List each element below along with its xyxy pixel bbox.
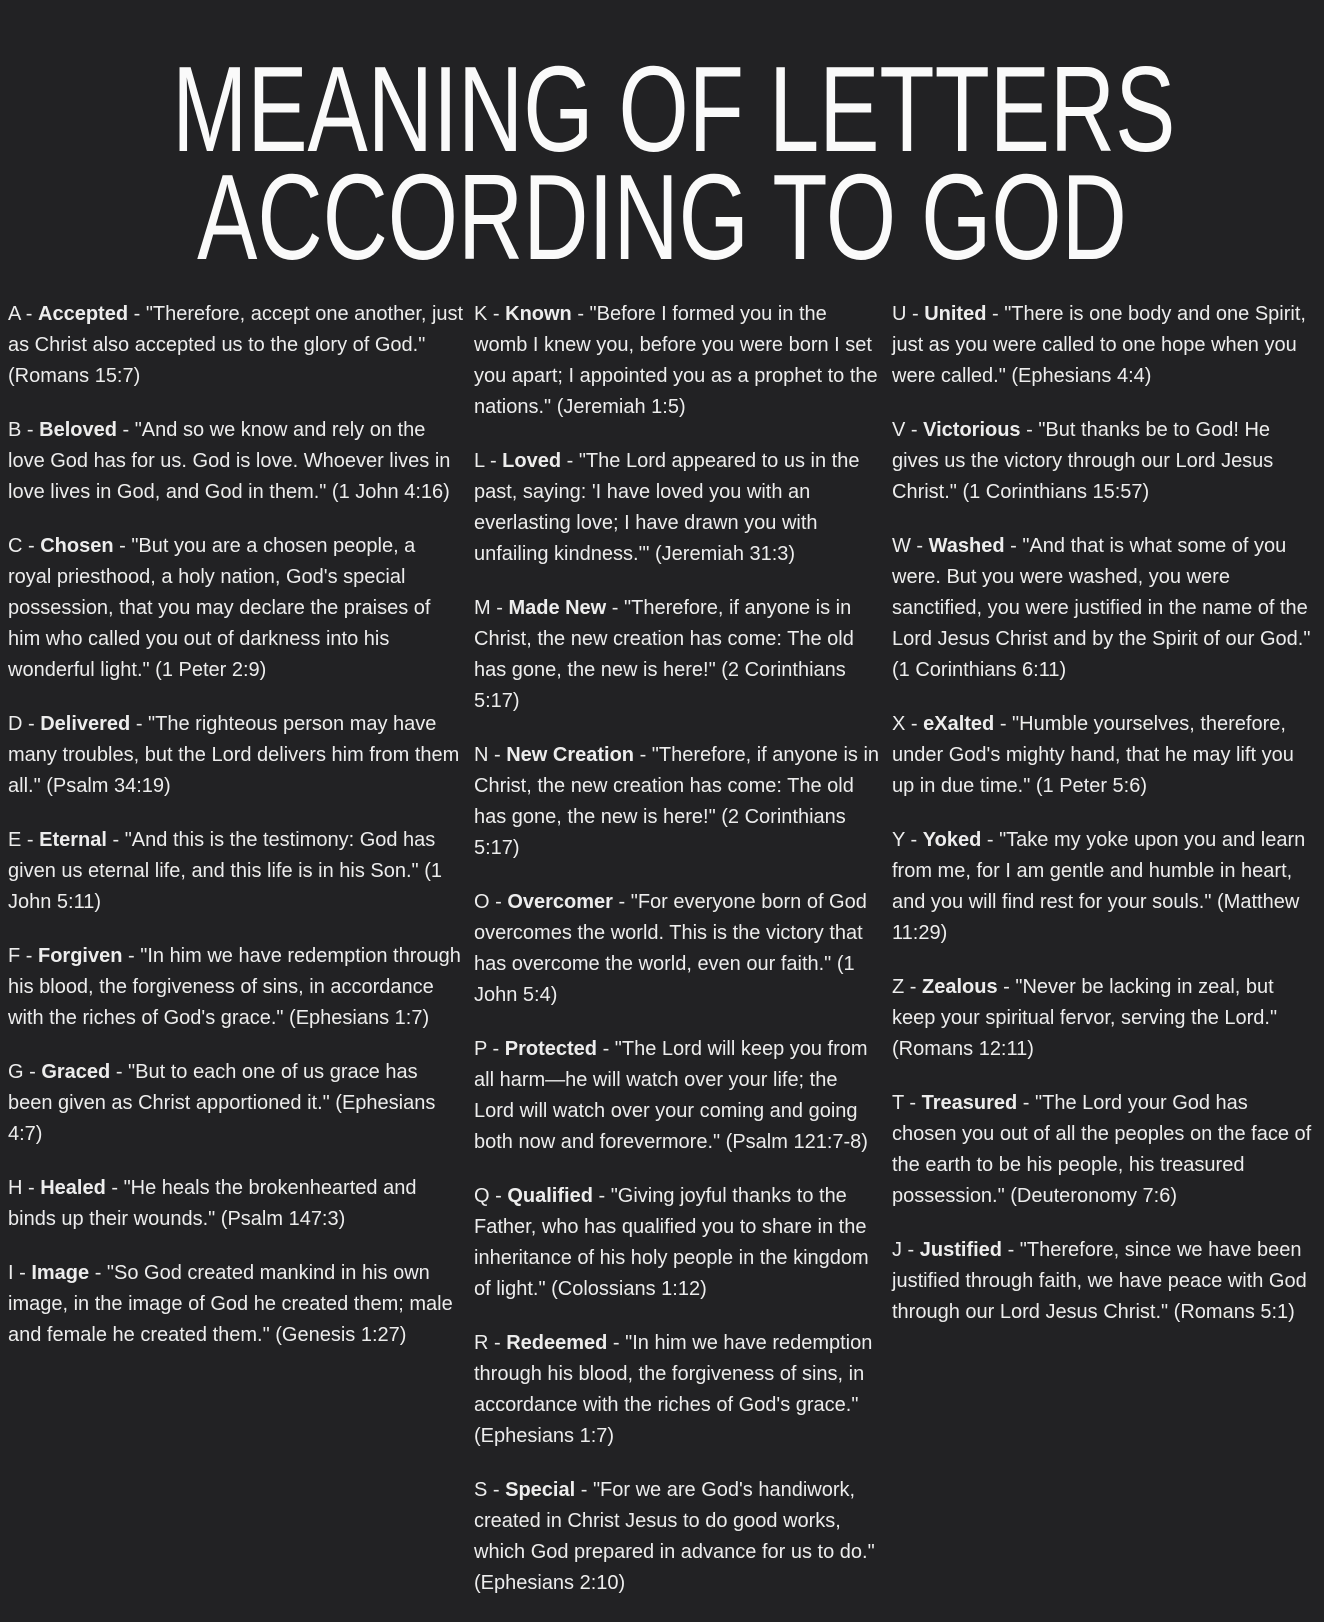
entry-y [892,825,1316,949]
entry-letter: O - [474,891,508,913]
page-title [172,41,1176,285]
entry-letter: V - [892,419,924,441]
entry-word: Delivered [40,713,131,735]
entry-word: Made New [508,597,607,619]
entry-h [8,1173,464,1235]
entry-x [892,709,1316,802]
entry-text: - "The righteous person may have many troubles, but the Lord delivers him from them all." (Psalm 34:19) [8,713,460,797]
entry-u [892,299,1316,392]
entry-word: Zealous [922,976,998,998]
letters-grid [0,299,1324,1622]
entry-text: - "In him we have redemption through his blood, the forgiveness of sins, in accordance with the riches of God's grace." (Ephesians 1:7) [474,1332,873,1447]
entry-word: Treasured [921,1092,1018,1114]
entry-word: Yoked [922,829,982,851]
entry-c [8,531,464,686]
entry-text: - "But thanks be to God! He gives us the victory through our Lord Jesus Christ." (1 Corinthians 15:57) [892,419,1274,503]
entry-text: - "Never be lacking in zeal, but keep your spiritual fervor, serving the Lord." (Romans 12:11) [892,976,1278,1060]
entry-text: - "And this is the testimony: God has given us eternal life, and this life is in his Son." (1 John 5:11) [8,829,442,913]
column-1 [8,299,464,1622]
entry-text: - "Therefore, if anyone is in Christ, the new creation has come: The old has gone, the new is here!" (2 Corinthians 5:17) [474,744,880,859]
entry-text: - "But you are a chosen people, a royal priesthood, a holy nation, God's special possession, that you may declare the praises of him who called you out of darkness into his wonderful light." (1 Peter 2:9) [8,535,431,681]
entry-letter: R - [474,1332,507,1354]
entry-word: Redeemed [506,1332,608,1354]
entry-letter: W - [892,535,929,557]
entry-letter: X - [892,713,924,735]
entry-text: - "So God created mankind in his own image, in the image of God he created them; male and female he created them." (Genesis 1:27) [8,1262,453,1346]
title-line-2: ACCORDING TO GOD [197,149,1127,285]
entry-i [8,1258,464,1351]
entry-letter: B - [8,419,40,441]
entry-letter: D - [8,713,41,735]
entry-letter: U - [892,303,925,325]
entry-text: - "The Lord will keep you from all harm—he will watch over your life; the Lord will watch over your coming and going both now and forevermore." (Psalm 121:7-8) [474,1038,868,1153]
entry-text: - "For everyone born of God overcomes the world. This is the victory that has overcome the world, even our faith." (1 John 5:4) [474,891,867,1006]
entry-text: - "He heals the brokenhearted and binds up their wounds." (Psalm 147:3) [8,1177,417,1230]
entry-letter: M - [474,597,509,619]
entry-text: - "Therefore, accept one another, just as Christ also accepted us to the glory of God." (Romans 15:7) [8,303,464,387]
entry-w [892,531,1316,686]
entry-b [8,415,464,508]
entry-letter: Q - [474,1185,508,1207]
entry-text: - "Therefore, since we have been justified through faith, we have peace with God through our Lord Jesus Christ." (Romans 5:1) [892,1239,1307,1323]
entry-letter: F - [8,945,38,967]
entry-text: - "Before I formed you in the womb I knew you, before you were born I set you apart; I appointed you as a prophet to the nations." (Jeremiah 1:5) [474,303,878,418]
entry-letter: A - [8,303,39,325]
entry-word: Beloved [39,419,117,441]
entry-letter: I - [8,1262,32,1284]
entry-k [474,299,882,423]
entry-word: Forgiven [38,945,123,967]
entry-word: Victorious [923,419,1021,441]
entry-text: - "In him we have redemption through his blood, the forgiveness of sins, in accordance with the riches of God's grace." (Ephesians 1:7) [8,945,461,1029]
entry-text: - "Giving joyful thanks to the Father, who has qualified you to share in the inheritance of his holy people in the kingdom of light." (Colossians 1:12) [474,1185,869,1300]
entry-word: Protected [504,1038,598,1060]
entry-letter: H - [8,1177,41,1199]
entry-word: Accepted [38,303,129,325]
entry-text: - "Humble yourselves, therefore, under God's mighty hand, that he may lift you up in due time." (1 Peter 5:6) [892,713,1294,797]
entry-word: Justified [919,1239,1003,1261]
entry-q [474,1181,882,1305]
title-line-1: MEANING OF LETTERS [172,41,1176,177]
entry-t [892,1088,1316,1212]
column-2 [474,299,882,1622]
column-3 [892,299,1316,1622]
entry-text: - "Therefore, if anyone is in Christ, the new creation has come: The old has gone, the new is here!" (2 Corinthians 5:17) [474,597,854,712]
entry-a [8,299,464,392]
entry-word: Qualified [507,1185,593,1207]
entry-text: - "And so we know and rely on the love God has for us. God is love. Whoever lives in love lives in God, and God in them." (1 John 4:16) [8,419,451,503]
entry-word: United [924,303,987,325]
entry-v [892,415,1316,508]
entry-d [8,709,464,802]
entry-word: Image [31,1262,90,1284]
entry-letter: L - [474,450,503,472]
entry-word: eXalted [923,713,995,735]
entry-word: Graced [41,1061,111,1083]
entry-letter: T - [892,1092,922,1114]
entry-text: - "For we are God's handiwork, created in Christ Jesus to do good works, which God prepared in advance for us to do." (Ephesians 2:10) [474,1479,875,1594]
entry-letter: N - [474,744,507,766]
entry-word: Eternal [39,829,107,851]
entry-s [474,1475,882,1599]
entry-l [474,446,882,570]
entry-text: - "The Lord your God has chosen you out of all the peoples on the face of the earth to be his people, his treasured possession." (Deuteronomy 7:6) [892,1092,1312,1207]
entry-letter: G - [8,1061,42,1083]
entry-j [892,1235,1316,1328]
entry-letter: K - [474,303,506,325]
entry-letter: S - [474,1479,506,1501]
entry-letter: Y - [892,829,923,851]
entry-text: - "There is one body and one Spirit, just as you were called to one hope when you were called." (Ephesians 4:4) [892,303,1306,387]
entry-word: Known [505,303,572,325]
entry-letter: E - [8,829,40,851]
entry-o [474,887,882,1011]
entry-g [8,1057,464,1150]
entry-text: - "And that is what some of you were. But you were washed, you were sanctified, you were justified in the name of the Lord Jesus Christ and by the Spirit of our God." (1 Corinthians 6:11) [892,535,1311,681]
entry-word: New Creation [506,744,635,766]
entry-text: - "Take my yoke upon you and learn from me, for I am gentle and humble in heart, and you will find rest for your souls." (Matthew 11:29) [892,829,1306,944]
entry-p [474,1034,882,1158]
entry-text: - "But to each one of us grace has been given as Christ apportioned it." (Ephesians 4:7) [8,1061,436,1145]
entry-letter: J - [892,1239,920,1261]
entry-letter: P - [474,1038,505,1060]
entry-e [8,825,464,918]
entry-letter: Z - [892,976,922,998]
entry-word: Overcomer [507,891,613,913]
entry-word: Washed [928,535,1005,557]
entry-f [8,941,464,1034]
entry-n [474,740,882,864]
entry-m [474,593,882,717]
entry-text: - "The Lord appeared to us in the past, saying: 'I have loved you with an everlasting love; I have drawn you with unfailing kindness.'" (Jeremiah 31:3) [474,450,860,565]
entry-word: Chosen [40,535,114,557]
entry-word: Healed [40,1177,106,1199]
entry-letter: C - [8,535,41,557]
entry-r [474,1328,882,1452]
entry-word: Special [505,1479,576,1501]
entry-word: Loved [502,450,562,472]
entry-z [892,972,1316,1065]
